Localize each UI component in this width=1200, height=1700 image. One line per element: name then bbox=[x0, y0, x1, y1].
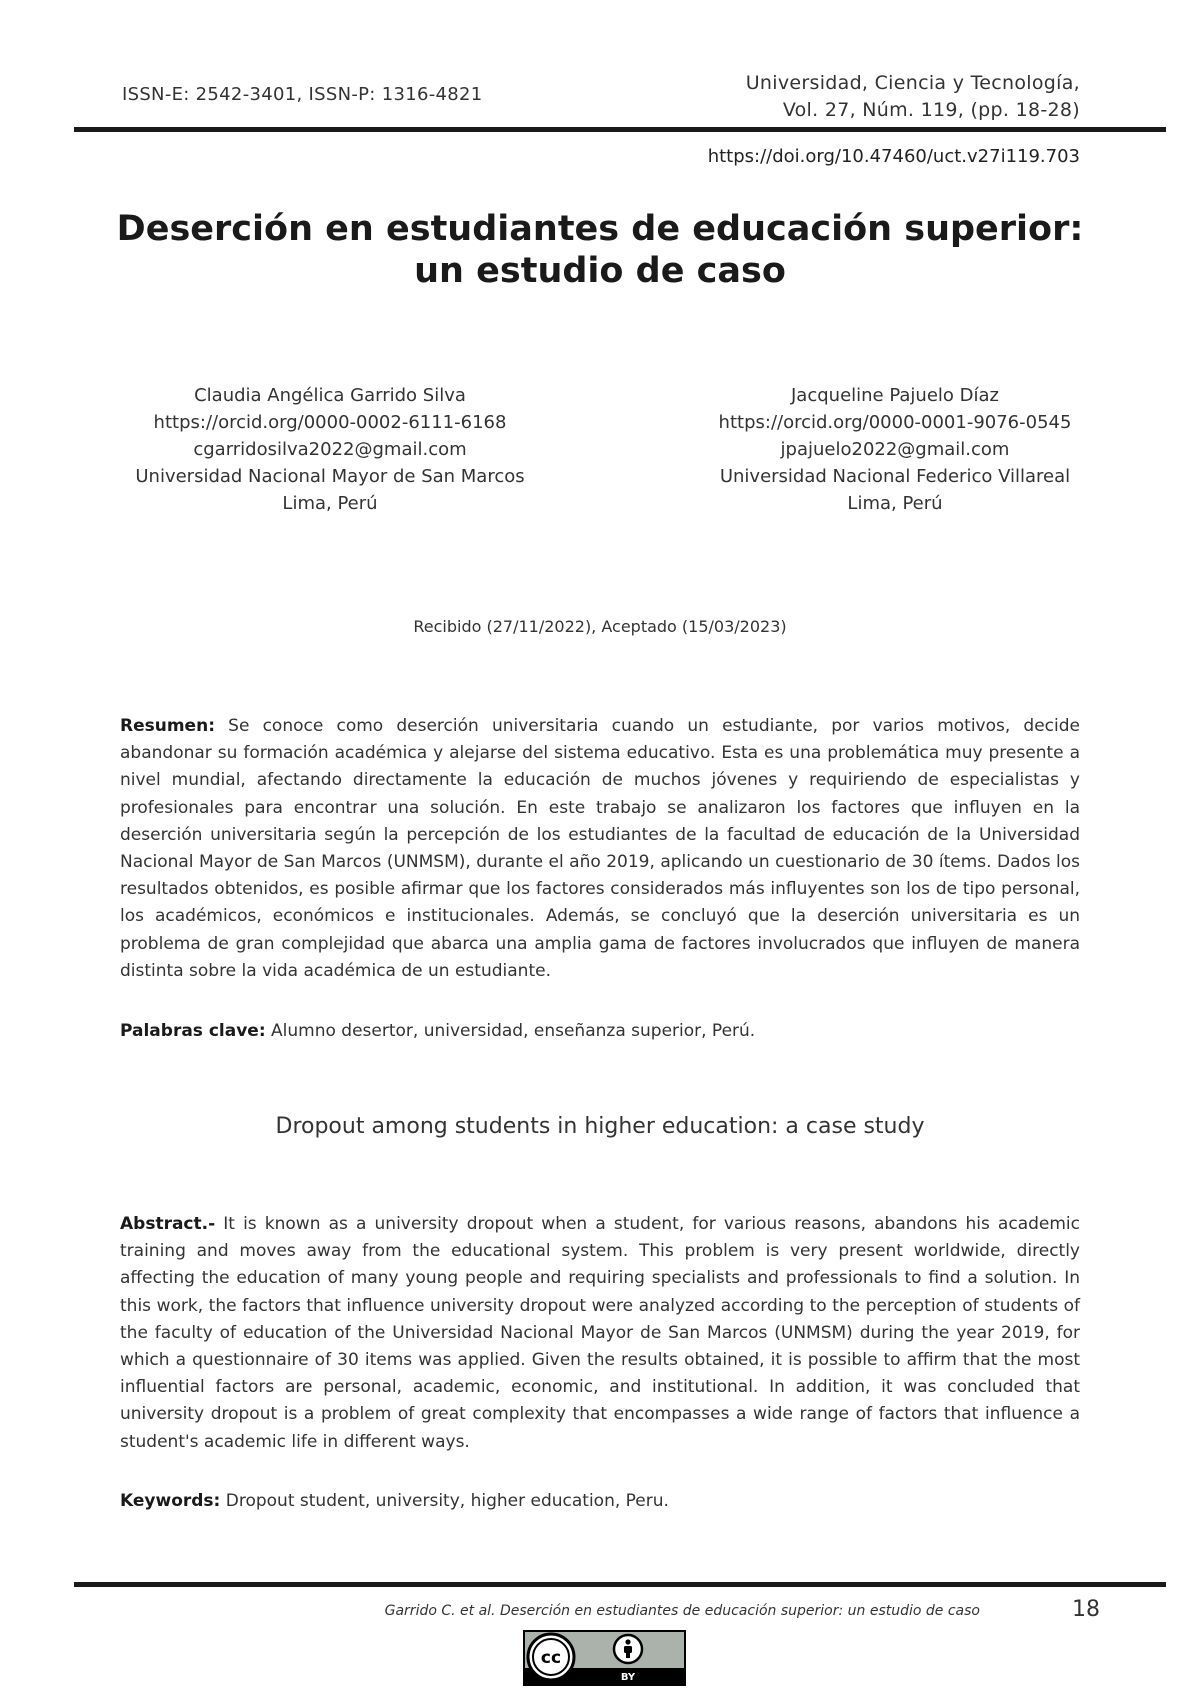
keywords-label: Keywords: bbox=[120, 1491, 221, 1511]
resumen-label: Resumen: bbox=[120, 716, 215, 736]
attribution-icon bbox=[614, 1635, 642, 1663]
cc-by-badge-graphic bbox=[525, 1632, 684, 1684]
author-location: Lima, Perú bbox=[282, 493, 378, 514]
resumen-paragraph bbox=[120, 713, 1080, 985]
header-rule bbox=[74, 127, 1166, 132]
doi-link[interactable]: https://doi.org/10.47460/uct.v27i119.703 bbox=[707, 146, 1080, 167]
author-email[interactable]: cgarridosilva2022@gmail.com bbox=[193, 439, 467, 460]
english-title: Dropout among students in higher education: a case study bbox=[275, 1114, 925, 1139]
palabras-clave-paragraph bbox=[120, 1018, 1080, 1045]
abstract-paragraph bbox=[120, 1211, 1080, 1456]
footer-citation: Garrido C. et al. Deserción en estudiantes de educación superior: un estudio de caso bbox=[384, 1603, 980, 1619]
author-block-2 bbox=[670, 382, 1120, 517]
author-name: Claudia Angélica Garrido Silva bbox=[194, 385, 466, 406]
author-orcid[interactable]: https://orcid.org/0000-0001-9076-0545 bbox=[718, 412, 1072, 433]
author-affiliation: Universidad Nacional Federico Villareal bbox=[719, 466, 1071, 487]
keywords-paragraph bbox=[120, 1488, 1080, 1515]
author-email[interactable]: jpajuelo2022@gmail.com bbox=[780, 439, 1010, 460]
keywords-text: Dropout student, university, higher education, Peru. bbox=[225, 1491, 669, 1511]
title-line-2: un estudio de caso bbox=[414, 251, 786, 291]
author-orcid[interactable]: https://orcid.org/0000-0002-6111-6168 bbox=[153, 412, 507, 433]
palabras-clave-label: Palabras clave: bbox=[120, 1021, 266, 1041]
palabras-clave-text: Alumno desertor, universidad, enseñanza superior, Perú. bbox=[271, 1021, 756, 1041]
abstract-text: It is known as a university dropout when a student, for various reasons, abandons his academic training and moves away from the educational system. This problem is very present worldwide, directly affecting the education of many young people and requiring specialists and professionals to find a solution. In this work, the factors that influence university dropout were analyzed according to the perception of students of the faculty of education of the Universidad Nacional Mayor de San Marcos (UNMSM) during the year 2019, for which a questionnaire of 30 items was applied. Given the results obtained, it is possible to affirm that the most influential factors are personal, academic, economic, and institutional. In addition, it was concluded that university dropout is a problem of great complexity that encompasses a wide range of factors that influence a student's academic life in different ways. bbox=[120, 1214, 1080, 1452]
received-dates: Recibido (27/11/2022), Aceptado (15/03/2023) bbox=[413, 617, 787, 636]
author-location: Lima, Perú bbox=[847, 493, 943, 514]
author-block-1 bbox=[110, 382, 550, 517]
page-number: 18 bbox=[1072, 1597, 1100, 1622]
journal-volume: Vol. 27, Núm. 119, (pp. 18-28) bbox=[782, 99, 1080, 121]
cc-by-license-badge[interactable] bbox=[523, 1630, 686, 1686]
issn-line: ISSN-E: 2542-3401, ISSN-P: 1316-4821 bbox=[122, 84, 483, 105]
abstract-label: Abstract.- bbox=[120, 1214, 216, 1234]
badge-by-text: BY bbox=[620, 1672, 636, 1683]
paper-title bbox=[100, 208, 1100, 292]
title-line-1: Deserción en estudiantes de educación superior: bbox=[116, 209, 1084, 249]
journal-info bbox=[746, 70, 1080, 124]
author-affiliation: Universidad Nacional Mayor de San Marcos bbox=[135, 466, 525, 487]
resumen-text: Se conoce como deserción universitaria cuando un estudiante, por varios motivos, decide abandonar su formación académica y alejarse del sistema educativo. Esta es una problemática muy presente a nivel mundial, afectando directamente la educación de muchos jóvenes y requiriendo de especialistas y profesionales para encontrar una solución. En este trabajo se analizaron los factores que influyen en la deserción universitaria según la percepción de los estudiantes de la facultad de educación de la Universidad Nacional Mayor de San Marcos (UNMSM), durante el año 2019, aplicando un cuestionario de 30 ítems. Dados los resultados obtenidos, es posible afirmar que los factores considerados más influyentes son los de tipo personal, los académicos, económicos e institucionales. Además, se concluyó que la deserción universitaria es un problema de gran complejidad que abarca una amplia gama de factores involucrados que influyen de manera distinta sobre la vida académica de un estudiante. bbox=[120, 716, 1080, 981]
author-name: Jacqueline Pajuelo Díaz bbox=[791, 385, 999, 406]
svg-text:cc: cc bbox=[540, 1648, 562, 1668]
cc-icon bbox=[528, 1634, 574, 1680]
journal-name: Universidad, Ciencia y Tecnología, bbox=[745, 72, 1080, 94]
footer-rule bbox=[74, 1582, 1166, 1587]
